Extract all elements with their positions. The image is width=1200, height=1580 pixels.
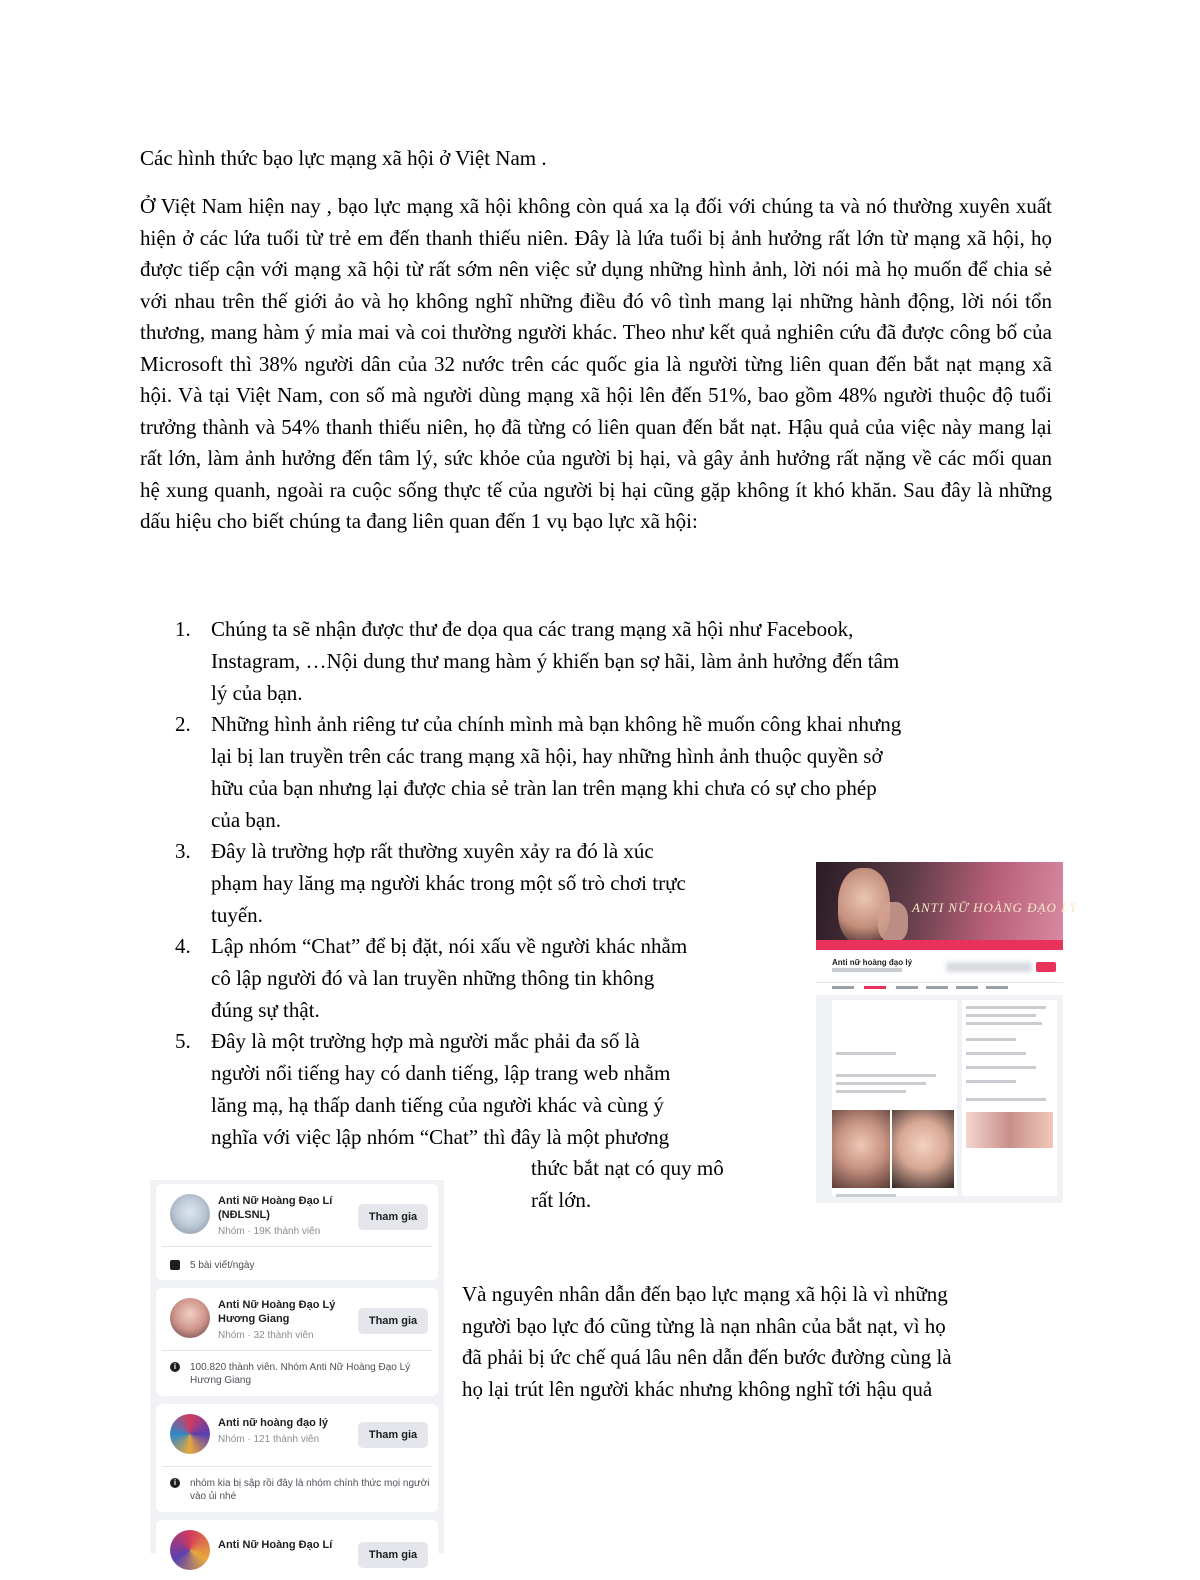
- portrait-photo: [832, 1110, 890, 1188]
- divider: [162, 1350, 432, 1351]
- text-line: [966, 1098, 1046, 1101]
- list-number: 4.: [175, 934, 191, 958]
- list-line: Những hình ảnh riêng tư của chính mình mà bạn không hề muốn công khai nhưng: [211, 712, 902, 736]
- divider: [162, 1466, 432, 1467]
- info-icon: i: [170, 1362, 180, 1372]
- text-line: [836, 1052, 896, 1055]
- text-line: [966, 1038, 1016, 1041]
- group-avatar: [170, 1530, 210, 1570]
- group-avatar: [170, 1194, 210, 1234]
- list-line: phạm hay lăng mạ người khác trong một số trò chơi trực: [211, 871, 686, 895]
- page-tab: [832, 986, 854, 989]
- group-avatar: [170, 1298, 210, 1338]
- text-line: [966, 1022, 1042, 1025]
- paragraph-line: người bạo lực đó cũng từng là nạn nhân của bắt nạt, vì họ: [462, 1313, 946, 1338]
- list-line: hữu của bạn nhưng lại được chia sẻ tràn lan trên mạng khi chưa có sự cho phép: [211, 776, 877, 800]
- page-tab: [926, 986, 948, 989]
- group-card: [156, 1404, 438, 1512]
- group-name: Anti Nữ Hoàng Đạo Lí: [218, 1539, 333, 1551]
- page-tab: [956, 986, 978, 989]
- group-info: nhóm kia bị sập rồi đây là nhóm chính thức mọi người vào ủi nhé: [190, 1478, 430, 1502]
- list-line: của bạn.: [211, 808, 281, 832]
- list-number: 3.: [175, 839, 191, 863]
- text-line: [966, 1006, 1046, 1009]
- join-group-button[interactable]: Tham gia: [358, 1308, 428, 1334]
- facebook-groups-screenshot: [150, 1180, 444, 1561]
- join-group-button[interactable]: Tham gia: [358, 1542, 428, 1568]
- list-number: 1.: [175, 617, 191, 641]
- text-line: [966, 1052, 1026, 1055]
- document-title: Các hình thức bạo lực mạng xã hội ở Việt Nam .: [140, 146, 547, 170]
- list-line: thức bắt nạt có quy mô: [531, 1156, 724, 1180]
- list-number: 5.: [175, 1029, 191, 1053]
- list-line: lại bị lan truyền trên các trang mạng xã hội, hay những hình ảnh thuộc quyền sở: [211, 744, 883, 768]
- list-line: Instagram, …Nội dung thư mang hàm ý khiến bạn sợ hãi, làm ảnh hưởng đến tâm: [211, 649, 900, 673]
- group-info: 100.820 thành viên. Nhóm Anti Nữ Hoàng Đạo Lý Hương Giang: [190, 1362, 411, 1386]
- paragraph-line: Và nguyên nhân dẫn đến bạo lực mạng xã hội là vì những: [462, 1282, 948, 1306]
- page-name: Anti nữ hoàng đạo lý: [832, 958, 913, 967]
- list-line: lăng mạ, hạ thấp danh tiếng của người khác và cùng ý: [211, 1093, 664, 1117]
- list-number: 2.: [175, 712, 191, 736]
- group-name: Anti Nữ Hoàng Đạo Lý Hương Giang: [218, 1299, 336, 1325]
- list-line: người nổi tiếng hay có danh tiếng, lập trang web nhằm: [211, 1061, 671, 1085]
- group-info: 5 bài viết/ngày: [190, 1260, 255, 1271]
- list-line: lý của bạn.: [211, 681, 303, 705]
- group-card: [156, 1520, 438, 1580]
- facebook-page-screenshot: [816, 862, 1078, 1203]
- paragraph-line: họ lại trút lên người khác nhưng không nghĩ tới hậu quả: [462, 1376, 933, 1401]
- list-line: nghĩa với việc lập nhóm “Chat” thì đây là một phương: [211, 1125, 670, 1149]
- list-line: Đây là trường hợp rất thường xuyên xảy ra đó là xúc: [211, 839, 654, 863]
- cover-hand-image: [878, 902, 908, 942]
- list-line: Đây là một trường hợp mà người mắc phải đa số là: [211, 1029, 640, 1053]
- page-subtitle: [832, 968, 902, 972]
- group-name: Anti nữ hoàng đạo lý: [218, 1417, 329, 1429]
- join-group-button[interactable]: Tham gia: [358, 1204, 428, 1230]
- group-card: [156, 1288, 438, 1396]
- page-tab-active: [864, 986, 886, 989]
- photo-strip: [966, 1112, 1053, 1148]
- paragraph-line: đã phải bị ức chế quá lâu nên dẫn đến bước đường cùng là: [462, 1345, 952, 1369]
- text-line: [966, 1066, 1036, 1069]
- cover-title: ANTI NỮ HOÀNG ĐẠO LÝ: [912, 900, 1078, 915]
- info-icon: i: [170, 1478, 180, 1488]
- text-line: [836, 1074, 936, 1077]
- portrait-photo: [892, 1110, 954, 1188]
- page-tab: [896, 986, 918, 989]
- list-line: cô lập người đó và lan truyền những thông tin không: [211, 966, 655, 990]
- text-line: [966, 1014, 1036, 1017]
- group-avatar: [170, 1414, 210, 1454]
- text-line: [966, 1080, 1016, 1083]
- list-line: Chúng ta sẽ nhận được thư đe dọa qua các trang mạng xã hội như Facebook,: [211, 617, 854, 641]
- list-item-tail: [531, 1153, 724, 1216]
- blurred-area: [946, 962, 1032, 972]
- list-line: tuyến.: [211, 903, 263, 927]
- cause-paragraph: [462, 1279, 1056, 1405]
- text-line: [836, 1090, 906, 1093]
- cover-bar: [816, 940, 1063, 950]
- group-meta: Nhóm · 19K thành viên: [218, 1226, 321, 1237]
- group-name: Anti Nữ Hoàng Đạo Lí (NĐLSNL): [218, 1195, 333, 1221]
- chat-icon: [170, 1260, 180, 1270]
- intro-paragraph: Ở Việt Nam hiện nay , bạo lực mạng xã hội không còn quá xa lạ đối với chúng ta và nó thường xuyên xuất hiện ở các lứa tuổi từ trẻ em đến thanh thiếu niên. Đây là lứa tuổi bị ảnh hưởng rất lớn từ mạng xã hội, họ được tiếp cận với mạng xã hội từ rất sớm nên việc sử dụng những hình ảnh, lời nói mà họ muốn để chia sẻ với nhau trên thế giới ảo và họ không nghĩ những điều đó vô tình mang lại những hành động, lời nói tổn thương, mang hàm ý mỉa mai và coi thường người khác. Theo như kết quả nghiên cứu đã được công bố của Microsoft thì 38% người dân của 32 nước trên các quốc gia là người từng liên quan đến bắt nạt mạng xã hội. Và tại Việt Nam, con số mà người dùng mạng xã hội lên đến 51%, bao gồm 48% người thuộc độ tuổi trưởng thành và 54% thanh thiếu niên, họ đã từng có liên quan đến bắt nạt. Hậu quả của việc này mang lại rất lớn, làm ảnh hưởng đến tâm lý, sức khỏe của người bị hại, và gây ảnh hưởng rất nặng về các mối quan hệ xung quanh, ngoài ra cuộc sống thực tế của người bị hại cũng gặp không ít khó khăn. Sau đây là những dấu hiệu cho biết chúng ta đang liên quan đến 1 vụ bạo lực xã hội:: [140, 194, 1052, 533]
- like-button: [1036, 962, 1056, 972]
- list-line: Lập nhóm “Chat” để bị đặt, nói xấu về người khác nhằm: [211, 934, 688, 958]
- group-meta: Nhóm · 121 thành viên: [218, 1434, 320, 1445]
- text-line: [836, 1082, 926, 1085]
- group-card: [156, 1184, 438, 1280]
- list-line: rất lớn.: [531, 1187, 592, 1212]
- group-meta: Nhóm · 32 thành viên: [218, 1330, 314, 1341]
- join-group-button[interactable]: Tham gia: [358, 1422, 428, 1448]
- cover-photo: [816, 862, 1078, 950]
- divider: [162, 1246, 432, 1247]
- list-line: đúng sự thật.: [211, 998, 320, 1022]
- text-line: [836, 1194, 896, 1197]
- page-tab: [986, 986, 1008, 989]
